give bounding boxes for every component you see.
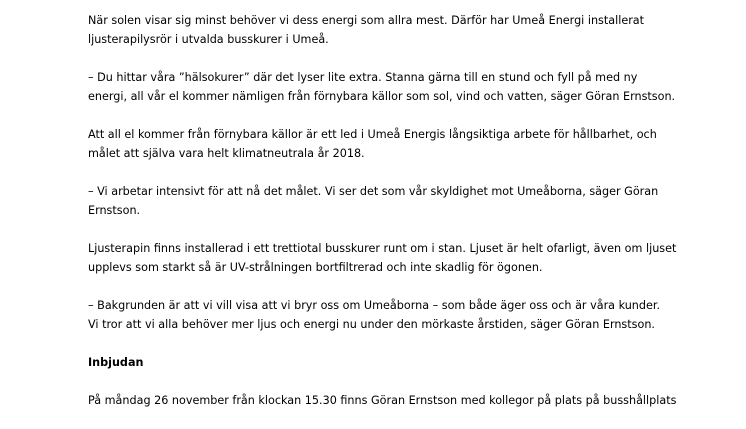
text-line: Vi tror att vi alla behöver mer ljus och energi nu under den mörkaste årstiden, säger Göran Ernstson. [88, 318, 655, 331]
paragraph-renewable [88, 125, 728, 163]
paragraph-intro [88, 11, 728, 49]
text-line: När solen visar sig minst behöver vi dess energi som allra mest. Därför har Umeå Energi installerat [88, 14, 645, 27]
paragraph-quote-goal [88, 182, 728, 220]
heading-text: Inbjudan [88, 356, 144, 369]
paragraph-invitation [88, 391, 728, 410]
document-body [88, 11, 728, 429]
text-line: energi, all vår el kommer nämligen från förnybara källor som sol, vind och vatten, säger Göran Ernstson. [88, 90, 676, 103]
text-line: På måndag 26 november från klockan 15.30 finns Göran Ernstson med kollegor på plats på busshållplats [88, 394, 677, 407]
text-line: målet att själva vara helt klimatneutrala år 2018. [88, 147, 365, 160]
paragraph-quote-halsokurer [88, 68, 728, 106]
paragraph-quote-background [88, 296, 728, 334]
text-line: – Bakgrunden är att vi vill visa att vi bryr oss om Umeåborna – som både äger oss och är våra kunder. [88, 299, 661, 312]
text-line: Att all el kommer från förnybara källor är ett led i Umeå Energis långsiktiga arbete för hållbarhet, och [88, 128, 657, 141]
text-line: ljusterapilysrör i utvalda busskurer i Umeå. [88, 33, 329, 46]
paragraph-light-therapy [88, 239, 728, 277]
text-line: Ernstson. [88, 204, 141, 217]
section-heading [88, 353, 728, 372]
text-line: upplevs som starkt så är UV-strålningen bortfiltrerad och inte skadlig för ögonen. [88, 261, 543, 274]
text-line: Ljusterapin finns installerad i ett trettiotal busskurer runt om i stan. Ljuset är helt ofarligt, även om ljuset [88, 242, 677, 255]
text-line: – Du hittar våra ”hälsokurer” där det lyser lite extra. Stanna gärna till en stund och fyll på med ny [88, 71, 638, 84]
text-line: – Vi arbetar intensivt för att nå det målet. Vi ser det som vår skyldighet mot Umeåborna, säger Göran [88, 185, 659, 198]
